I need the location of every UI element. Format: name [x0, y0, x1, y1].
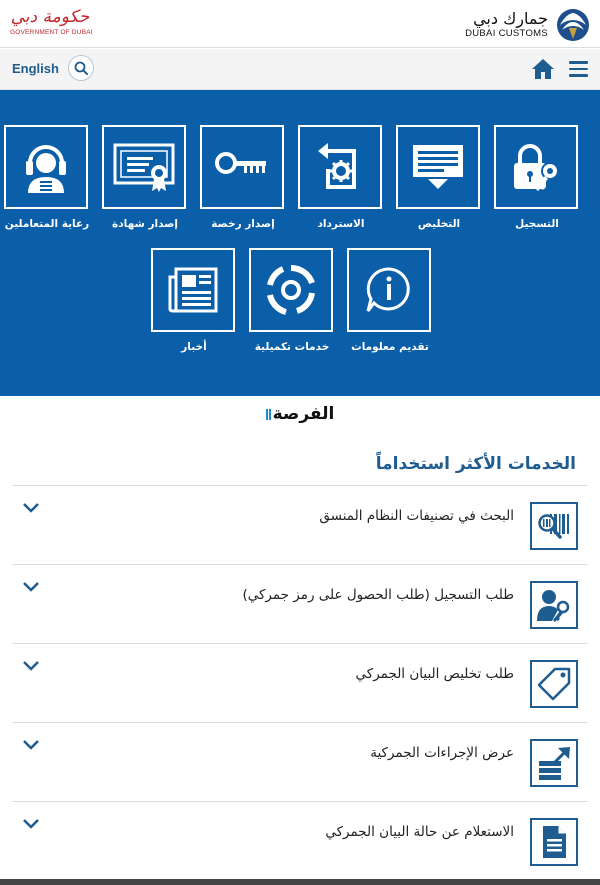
item-icon-box [530, 739, 578, 787]
chevron-down-icon[interactable] [22, 502, 40, 514]
database-arrow-icon [536, 745, 572, 781]
item-label: طلب تخليص البيان الجمركي [355, 666, 514, 682]
customer-support-icon [20, 139, 72, 195]
gov-logo-arabic: حكومة دبي [10, 7, 90, 27]
item-label: عرض الإجراءات الجمركية [370, 745, 514, 761]
item-label: الاستعلام عن حالة البيان الجمركي [325, 824, 514, 840]
service-tile-news[interactable] [151, 248, 237, 354]
service-tile-issue-certificate[interactable] [102, 125, 188, 231]
list-item[interactable] [12, 486, 588, 565]
newspaper-icon [166, 265, 220, 315]
hamburger-menu-icon[interactable] [569, 61, 588, 77]
info-bubble-icon [364, 265, 414, 315]
search-icon [73, 60, 89, 76]
chevron-down-icon[interactable] [22, 739, 40, 751]
service-tile-submit-information[interactable] [347, 248, 433, 354]
most-used-services-title: الخدمات الأكثر استخداماً [375, 454, 576, 474]
barcode-search-icon [536, 510, 572, 542]
item-label: البحث في تصنيفات النظام المنسق [319, 508, 514, 524]
item-icon-box [530, 581, 578, 629]
list-item[interactable] [12, 723, 588, 802]
customs-logo-arabic: جمارك دبي [473, 9, 548, 28]
service-tile-refund[interactable] [298, 125, 384, 231]
service-label: رعاية المتعاملين [4, 218, 90, 230]
forsa-logo-text: الفرصة [272, 404, 335, 424]
forsa-bars-icon [266, 409, 271, 420]
item-icon-box [530, 660, 578, 708]
list-item[interactable] [12, 802, 588, 881]
top-header [0, 0, 600, 48]
most-used-services-list [12, 485, 588, 881]
chevron-down-icon[interactable] [22, 581, 40, 593]
service-tile-clearance[interactable] [396, 125, 482, 231]
language-switch-link[interactable]: English [12, 61, 59, 76]
tag-icon [536, 666, 572, 702]
chevron-down-icon[interactable] [22, 660, 40, 672]
home-icon[interactable] [531, 58, 555, 80]
circular-services-icon [264, 263, 318, 317]
service-label: التخليص [417, 218, 461, 230]
item-icon-box [530, 818, 578, 866]
lock-key-icon [508, 139, 564, 195]
service-label: إصدار رخصة [211, 218, 275, 230]
list-item[interactable] [12, 644, 588, 723]
chevron-down-icon[interactable] [22, 818, 40, 830]
item-icon-box [530, 502, 578, 550]
service-tile-customer-care[interactable] [4, 125, 90, 231]
service-tile-issue-license[interactable] [200, 125, 286, 231]
service-label: أخبار [181, 341, 207, 353]
list-item[interactable] [12, 565, 588, 644]
certificate-icon [113, 141, 175, 193]
al-forsa-logo[interactable] [0, 404, 600, 430]
key-icon [214, 147, 270, 187]
bottom-edge-strip [0, 879, 600, 885]
dubai-customs-logo[interactable] [465, 8, 592, 42]
service-label: إصدار شهادة [112, 218, 178, 230]
service-label: تقديم معلومات [351, 341, 429, 353]
government-of-dubai-logo[interactable] [10, 6, 93, 44]
services-panel [0, 90, 600, 396]
service-tile-registration[interactable] [494, 125, 580, 231]
navigation-bar [0, 49, 600, 90]
customs-emblem-icon [554, 8, 592, 42]
document-icon [538, 824, 570, 860]
service-tile-complementary-services[interactable] [249, 248, 335, 354]
service-label: الاسترداد [317, 218, 365, 230]
document-stack-icon [410, 141, 466, 193]
search-button[interactable] [68, 55, 94, 81]
refund-gear-icon [312, 139, 368, 195]
customs-logo-english: DUBAI CUSTOMS [465, 28, 548, 39]
user-key-icon [536, 587, 572, 623]
gov-logo-english: GOVERNMENT OF DUBAI [10, 29, 93, 36]
service-label: خدمات تكميلية [254, 341, 330, 353]
item-label: طلب التسجيل (طلب الحصول على رمز جمركي) [242, 587, 514, 603]
service-label: التسجيل [515, 218, 559, 230]
